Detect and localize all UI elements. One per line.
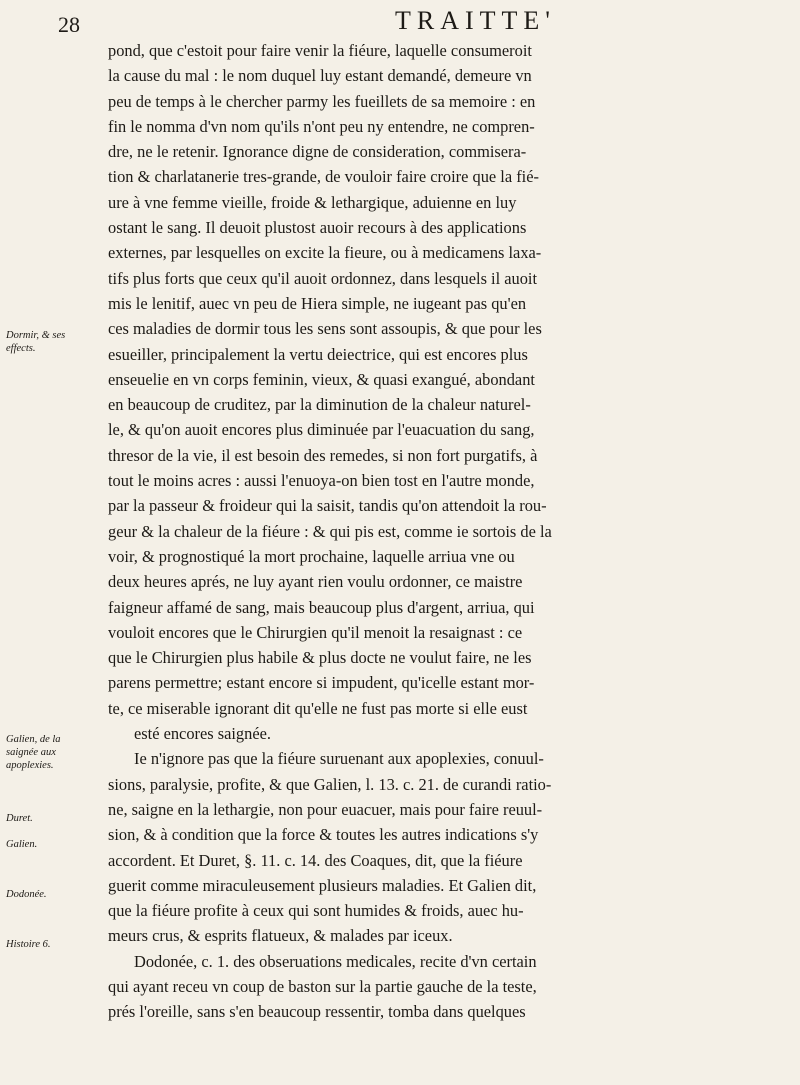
text-line: dre, ne le retenir. Ignorance digne de consideration, commisera- <box>108 142 527 162</box>
text-line: vouloit encores que le Chirurgien qu'il menoit la resaignast : ce <box>108 622 523 642</box>
text-line: par la passeur & froideur qui la saisit, tandis qu'on attendoit la rou- <box>108 496 547 516</box>
text-line: Dodonée, c. 1. des obseruations medicales, recite d'vn certain <box>134 951 537 971</box>
text-line: ne, saigne en la lethargie, non pour euacuer, mais pour faire reuul- <box>108 799 543 819</box>
text-line: esté encores saignée. <box>134 724 271 744</box>
text-line: prés l'oreille, sans s'en beaucoup ressentir, tomba dans quelques <box>108 1002 526 1022</box>
text-line: ces maladies de dormir tous les sens sont assoupis, & que pour les <box>108 319 542 339</box>
text-line: qui ayant receu vn coup de baston sur la partie gauche de la teste, <box>108 976 537 996</box>
page-number: 28 <box>58 12 80 37</box>
text-line: externes, par lesquelles on excite la fieure, ou à medicamens laxa- <box>108 243 542 263</box>
text-line: sion, & à condition que la force & toutes les autres indications s'y <box>108 825 539 845</box>
text-line: guerit comme miraculeusement plusieurs maladies. Et Galien dit, <box>108 875 537 895</box>
text-line: en beaucoup de cruditez, par la diminution de la chaleur naturel- <box>108 395 531 415</box>
text-line: thresor de la vie, il est besoin des remedes, si non fort purgatifs, à <box>108 445 538 465</box>
text-line: enseuelie en vn corps feminin, vieux, & quasi exangué, abondant <box>108 369 535 389</box>
text-line: voir, & prognostiqué la mort prochaine, laquelle arriua vne ou <box>108 546 515 566</box>
body-text <box>108 38 768 1025</box>
text-line: geur & la chaleur de la fiéure : & qui pis est, comme ie sortois de la <box>108 521 552 541</box>
margin-note-histoire: Histoire 6. <box>6 939 51 950</box>
text-line: fin le nomma d'vn nom qu'ils n'ont peu ny entendre, ne compren- <box>108 116 535 136</box>
margin-note-galien: Galien. <box>6 839 38 850</box>
text-line: la cause du mal : le nom duquel luy estant demandé, demeure vn <box>108 66 532 86</box>
text-line: mis le lenitif, auec vn peu de Hiera simple, ne iugeant pas qu'en <box>108 293 527 313</box>
text-line: que la fiéure profite à ceux qui sont humides & froids, auec hu- <box>108 901 524 921</box>
running-title: TRAITTE' <box>395 6 556 35</box>
margin-note-dodonee: Dodonée. <box>6 889 47 900</box>
text-line: sions, paralysie, profite, & que Galien, l. 13. c. 21. de curandi ratio- <box>108 774 552 794</box>
text-line: ostant le sang. Il deuoit plustost auoir recours à des applications <box>108 218 527 238</box>
text-line: ure à vne femme vieille, froide & lethargique, aduienne en luy <box>108 192 517 212</box>
text-line: le, & qu'on auoit encores plus diminuée par l'euacuation du sang, <box>108 420 535 440</box>
margin-note-dormir: Dormir, & ses effects. <box>6 330 66 354</box>
text-line: peu de temps à le chercher parmy les fueillets de sa memoire : en <box>108 91 536 111</box>
text-line: meurs crus, & esprits flatueux, & malades par iceux. <box>108 926 453 946</box>
text-line: parens permettre; estant encore si impudent, qu'icelle estant mor- <box>108 673 535 693</box>
text-line: pond, que c'estoit pour faire venir la fiéure, laquelle consumeroit <box>108 41 532 60</box>
text-line: accordent. Et Duret, §. 11. c. 14. des Coaques, dit, que la fiéure <box>108 850 523 870</box>
margin-note-duret: Duret. <box>6 813 33 824</box>
text-line: esueiller, principalement la vertu deiectrice, qui est encores plus <box>108 344 528 364</box>
text-line: faigneur affamé de sang, mais beaucoup plus d'argent, arriua, qui <box>108 597 535 617</box>
text-line: Ie n'ignore pas que la fiéure suruenant aux apoplexies, conuul- <box>134 749 544 769</box>
text-line: que le Chirurgien plus habile & plus docte ne voulut faire, ne les <box>108 648 532 668</box>
text-line: tout le moins acres : aussi l'enuoya-on bien tost en l'autre monde, <box>108 471 535 491</box>
text-line: te, ce miserable ignorant dit qu'elle ne fust pas morte si elle eust <box>108 698 528 718</box>
text-line: tifs plus forts que ceux qu'il auoit ordonnez, dans lesquels il auoit <box>108 268 538 288</box>
text-line: deux heures aprés, ne luy ayant rien voulu ordonner, ce maistre <box>108 572 523 592</box>
margin-note-galien-saignee: Galien, de la saignée aux apoplexies. <box>6 734 61 771</box>
text-line: tion & charlatanerie tres-grande, de vouloir faire croire que la fié- <box>108 167 539 187</box>
